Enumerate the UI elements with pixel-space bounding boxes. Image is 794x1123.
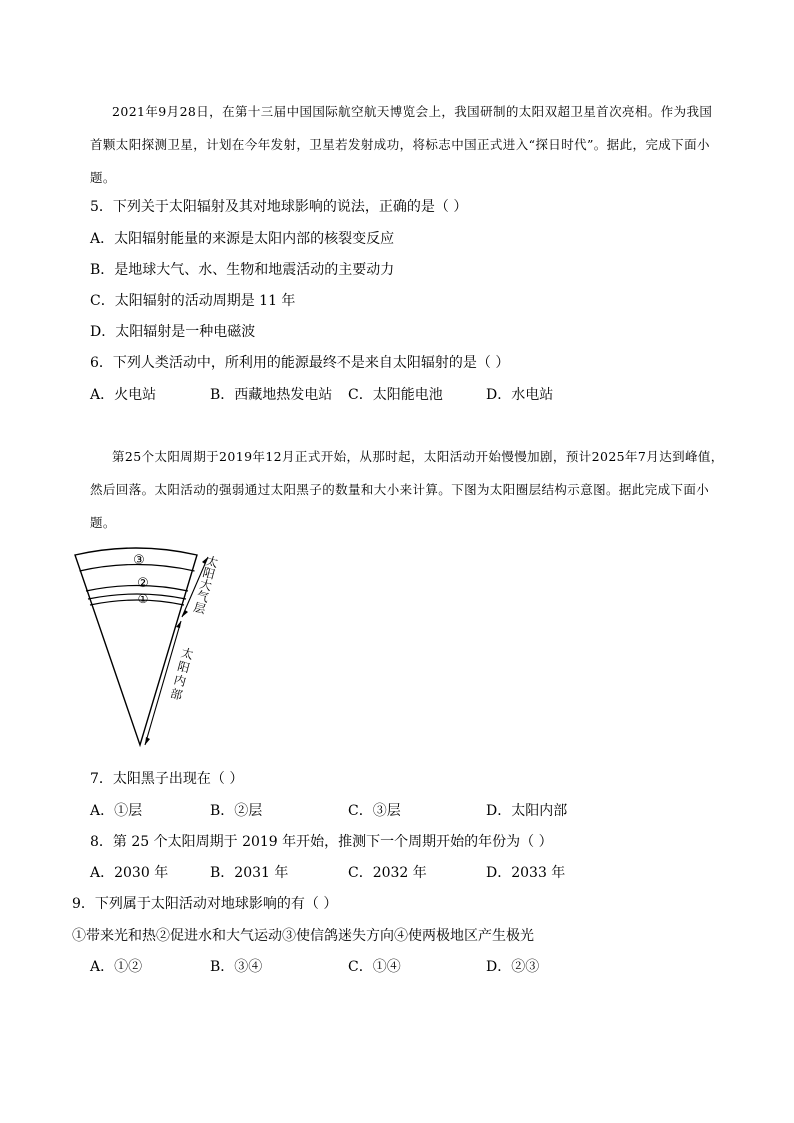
svg-text:阳: 阳 <box>175 659 192 676</box>
svg-text:内: 内 <box>172 672 188 690</box>
svg-text:层: 层 <box>191 599 208 617</box>
question-6-stem: 6．下列人类活动中，所利用的能源最终不是来自太阳辐射的是（ ） <box>90 355 510 371</box>
layer-1-label: ① <box>137 592 149 606</box>
layer-2-label: ② <box>137 576 149 591</box>
q6-option-c[interactable]: C．太阳能电池 <box>348 387 443 403</box>
q9-option-a[interactable]: A．①② <box>90 959 143 975</box>
q6-option-b[interactable]: B．西藏地热发电站 <box>210 387 333 403</box>
q5-option-c[interactable]: C．太阳辐射的活动周期是 11 年 <box>90 293 296 309</box>
sector-outline <box>75 548 197 745</box>
question-9-stem: 9．下列属于太阳活动对地球影响的有（ ） <box>72 896 338 912</box>
q9-option-b[interactable]: B．③④ <box>210 959 263 975</box>
atmosphere-arrowhead-bottom <box>182 610 188 617</box>
q9-option-c[interactable]: C．①④ <box>348 959 401 975</box>
passage-2: 第25个太阳周期于2019年12月正式开始，从那时起，太阳活动开始慢慢加剧，预计2025年7月达到峰值，然后回落。太阳活动的强弱通过太阳黑子的数量和大小来计算。下图为太阳圈层结构示意图。据此完成下面小题。 <box>90 449 724 530</box>
svg-text:部: 部 <box>168 686 184 703</box>
q8-option-d[interactable]: D．2033 年 <box>486 865 566 881</box>
svg-text:阳: 阳 <box>201 565 217 582</box>
q8-option-a[interactable]: A．2030 年 <box>90 865 169 881</box>
q7-option-d[interactable]: D．太阳内部 <box>486 803 568 819</box>
q7-option-a[interactable]: A．①层 <box>90 803 143 819</box>
question-7-stem: 7．太阳黑子出现在（ ） <box>90 771 244 787</box>
q5-option-b[interactable]: B．是地球大气、水、生物和地震活动的主要动力 <box>90 262 395 278</box>
svg-text:大: 大 <box>198 576 214 594</box>
svg-text:太: 太 <box>179 645 195 663</box>
q6-option-d[interactable]: D．水电站 <box>486 387 554 403</box>
question-9-statements: ①带来光和热②促进水和大气运动③使信鸽迷失方向④使两极地区产生极光 <box>72 928 534 944</box>
q8-option-b[interactable]: B．2031 年 <box>210 865 289 881</box>
interior-arrowhead-bottom <box>145 737 150 745</box>
q9-option-d[interactable]: D．②③ <box>486 959 540 975</box>
q5-option-a[interactable]: A．太阳辐射能量的来源是太阳内部的核裂变反应 <box>90 231 395 247</box>
question-5-stem: 5．下列关于太阳辐射及其对地球影响的说法，正确的是（ ） <box>90 199 468 215</box>
q6-option-a[interactable]: A．火电站 <box>90 387 157 403</box>
sun-layer-diagram <box>60 545 260 755</box>
svg-text:太: 太 <box>204 553 220 571</box>
question-8-stem: 8．第 25 个太阳周期于 2019 年开始，推测下一个周期开始的年份为（ ） <box>90 834 553 850</box>
layer-3-label: ③ <box>133 553 145 568</box>
q7-option-b[interactable]: B．②层 <box>210 803 263 819</box>
q8-option-c[interactable]: C．2032 年 <box>348 865 427 881</box>
q5-option-d[interactable]: D．太阳辐射是一种电磁波 <box>90 324 256 340</box>
interior-label <box>169 645 195 703</box>
q7-option-c[interactable]: C．③层 <box>348 803 401 819</box>
passage-1: 2021年9月28日，在第十三届中国国际航空航天博览会上，我国研制的太阳双超卫星首次亮相。作为我国首颗太阳探测卫星，计划在今年发射，卫星若发射成功，将标志中国正式进入“探日时代”。据此，完成下面小题。 <box>90 104 713 185</box>
svg-text:气: 气 <box>195 588 211 606</box>
